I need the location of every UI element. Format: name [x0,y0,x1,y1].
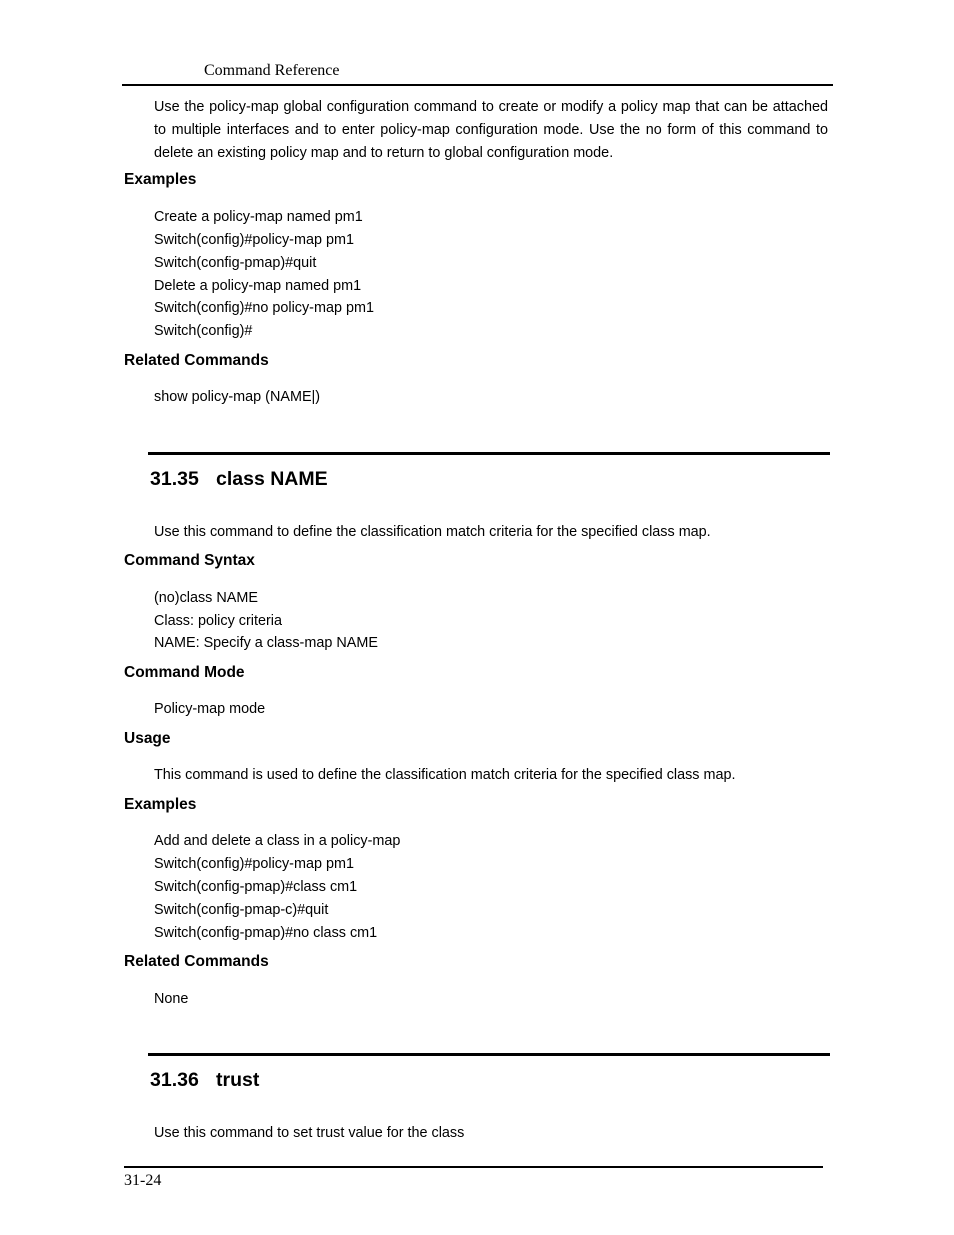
related-commands-heading: Related Commands [124,352,269,369]
section-heading-31-35 [150,468,328,491]
syntax-line: NAME: Specify a class-map NAME [154,635,378,651]
example-line: Switch(config)#no policy-map pm1 [154,300,374,316]
syntax-line: (no)class NAME [154,590,258,606]
example-line: Switch(config)#policy-map pm1 [154,856,354,872]
page-number: 31-24 [124,1172,162,1189]
header-rule [122,84,833,86]
section-title: class NAME [216,468,328,490]
example-line: Switch(config-pmap)#quit [154,255,317,271]
example-line: Switch(config)# [154,323,253,339]
command-mode-heading: Command Mode [124,664,245,681]
example-line: Create a policy-map named pm1 [154,209,363,225]
example-line: Switch(config-pmap)#no class cm1 [154,925,378,941]
example-line: Switch(config)#policy-map pm1 [154,232,354,248]
section-number: 31.36 [150,1069,199,1091]
section-title: trust [216,1069,260,1091]
section-number: 31.35 [150,468,199,490]
command-syntax-heading: Command Syntax [124,552,255,569]
footer-rule [124,1166,823,1168]
example-line: Switch(config-pmap-c)#quit [154,902,329,918]
examples-heading: Examples [124,171,197,188]
section-heading-31-36 [150,1069,259,1092]
section-description: Use this command to set trust value for the class [154,1125,465,1141]
syntax-line: Class: policy criteria [154,613,282,629]
section-description: Use this command to define the classification match criteria for the specified class map. [154,524,711,540]
example-line: Add and delete a class in a policy-map [154,833,401,849]
section-rule [148,452,830,455]
usage-text: This command is used to define the classification match criteria for the specified class map. [154,767,736,783]
running-header: Command Reference [204,62,340,79]
example-line: Delete a policy-map named pm1 [154,278,362,294]
intro-paragraph: Use the policy-map global configuration command to create or modify a policy map that can be attached to multiple interfaces and to enter policy-map configuration mode. Use the no form of this command to delete an existing policy map and to return to global configuration mode. [154,99,828,161]
related-command: None [154,991,189,1007]
example-line: Switch(config-pmap)#class cm1 [154,879,358,895]
examples-heading: Examples [124,796,197,813]
usage-heading: Usage [124,730,171,747]
related-command: show policy-map (NAME|) [154,389,321,405]
command-mode: Policy-map mode [154,701,266,717]
section-rule [148,1053,830,1056]
related-commands-heading: Related Commands [124,953,269,970]
